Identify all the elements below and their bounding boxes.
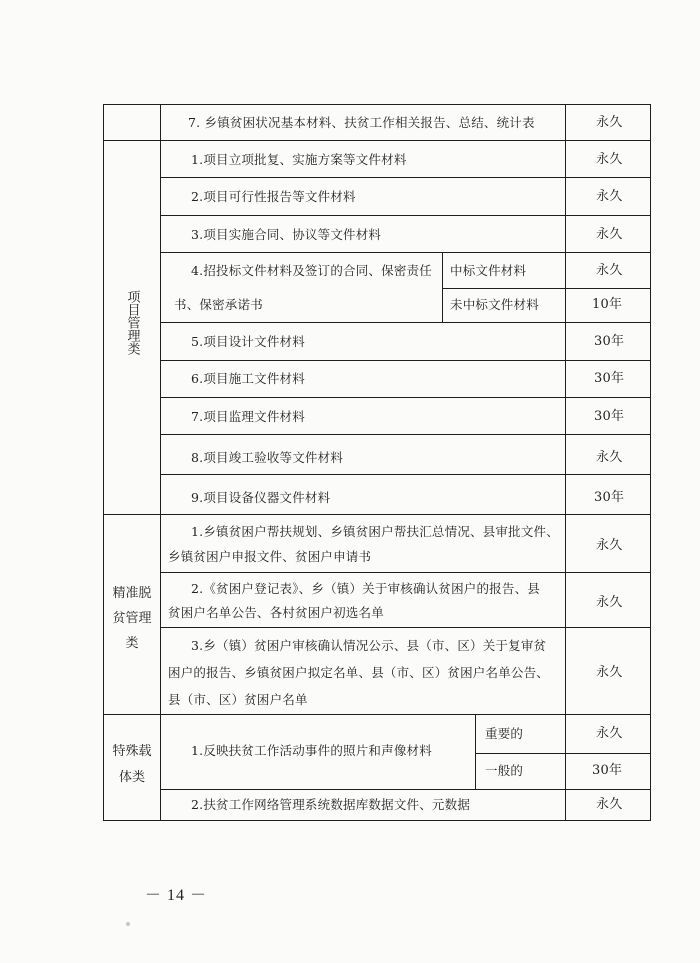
- table-cell-retention: 30年: [594, 490, 625, 505]
- table-cell-item: 1.乡镇贫困户帮扶规划、乡镇贫困户帮扶汇总情况、县审批文件、: [191, 524, 559, 539]
- row-divider: [103, 514, 651, 515]
- table-cell-retention: 30年: [592, 763, 623, 778]
- sub-column-divider: [442, 252, 443, 322]
- table-cell-item: 县（市、区）贫困户名单: [168, 692, 308, 707]
- row-divider: [103, 714, 651, 715]
- table-cell-item: 2.扶贫工作网络管理系统数据库数据文件、元数据: [191, 797, 471, 812]
- table-cell-item: 1.项目立项批复、实施方案等文件材料: [191, 152, 407, 167]
- row-divider: [160, 177, 651, 178]
- sub-column-divider: [475, 714, 476, 789]
- row-divider: [160, 789, 651, 790]
- category-text: 项目管理类: [124, 290, 140, 355]
- table-cell-item: 贫困户名单公告、各村贫困户初选名单: [168, 605, 384, 620]
- row-divider: [160, 474, 651, 475]
- category-text: 特殊载: [112, 744, 152, 759]
- table-cell-retention: 永久: [596, 115, 623, 130]
- table-cell-item: 困户的报告、乡镇贫困户拟定名单、县（市、区）贫困户名单公告、: [168, 665, 550, 680]
- row-divider: [160, 434, 651, 435]
- table-cell-sub-label: 未中标文件材料: [450, 297, 539, 312]
- table-cell-item: 4.招投标文件材料及签订的合同、保密责任: [191, 263, 432, 278]
- row-divider: [103, 140, 651, 141]
- row-divider: [160, 572, 651, 573]
- row-divider: [160, 322, 651, 323]
- table-cell-item: 1.反映扶贫工作活动事件的照片和声像材料: [191, 743, 432, 758]
- row-divider: [160, 215, 651, 216]
- table-cell-retention: 永久: [596, 665, 623, 680]
- table-cell-retention: 30年: [594, 371, 625, 386]
- category-text: 类: [125, 636, 139, 651]
- table-cell-item: 2.项目可行性报告等文件材料: [191, 189, 356, 204]
- table-cell-sub-label: 重要的: [485, 726, 524, 741]
- category-text: 精准脱: [112, 586, 152, 601]
- table-cell-item: 7. 乡镇贫困状况基本材料、扶贫工作相关报告、总结、统计表: [188, 115, 535, 130]
- category-text: 体类: [118, 770, 145, 785]
- table-cell-retention: 10年: [592, 297, 623, 312]
- row-divider: [160, 397, 651, 398]
- row-divider: [160, 360, 651, 361]
- category-text: 贫管理: [112, 611, 152, 626]
- category-label: [106, 739, 158, 791]
- table-cell-retention: 永久: [596, 726, 623, 741]
- category-label: [124, 290, 140, 359]
- table-cell-retention: 30年: [594, 409, 625, 424]
- table-cell-item: 5.项目设计文件材料: [191, 334, 305, 349]
- category-label: [106, 581, 158, 656]
- table-cell-retention: 30年: [594, 334, 625, 349]
- table-cell-retention: 永久: [596, 227, 623, 242]
- table-cell-item: 书、保密承诺书: [174, 297, 263, 312]
- row-divider: [160, 627, 651, 628]
- table-cell-item: 8.项目竣工验收等文件材料: [191, 450, 344, 465]
- table-cell-retention: 永久: [596, 189, 623, 204]
- table-cell-retention: 永久: [596, 450, 623, 465]
- row-divider: [475, 753, 651, 754]
- table-cell-retention: 永久: [596, 152, 623, 167]
- table-cell-retention: 永久: [596, 263, 623, 278]
- page-number: － 14 －: [145, 887, 208, 904]
- table-cell-item: 乡镇贫困户申报文件、贫困户申请书: [168, 549, 372, 564]
- table-bottom-border: [103, 820, 651, 821]
- table-cell-sub-label: 中标文件材料: [450, 263, 527, 278]
- scan-speck: [126, 922, 130, 926]
- table-top-border: [103, 104, 651, 105]
- table-cell-retention: 永久: [596, 797, 623, 812]
- table-cell-sub-label: 一般的: [485, 763, 524, 778]
- table-cell-retention: 永久: [596, 595, 623, 610]
- table-cell-item: 9.项目设备仪器文件材料: [191, 490, 331, 505]
- row-divider: [160, 252, 651, 253]
- table-cell-item: 3.乡（镇）贫困户审核确认情况公示、县（市、区）关于复审贫: [191, 638, 547, 653]
- table-cell-item: 3.项目实施合同、协议等文件材料: [191, 227, 382, 242]
- table-cell-retention: 永久: [596, 538, 623, 553]
- table-cell-item: 7.项目监理文件材料: [191, 409, 305, 424]
- table-cell-item: 2.《贫困户登记表》、乡（镇）关于审核确认贫困户的报告、县: [191, 581, 540, 596]
- row-divider: [442, 288, 651, 289]
- table-cell-item: 6.项目施工文件材料: [191, 371, 305, 386]
